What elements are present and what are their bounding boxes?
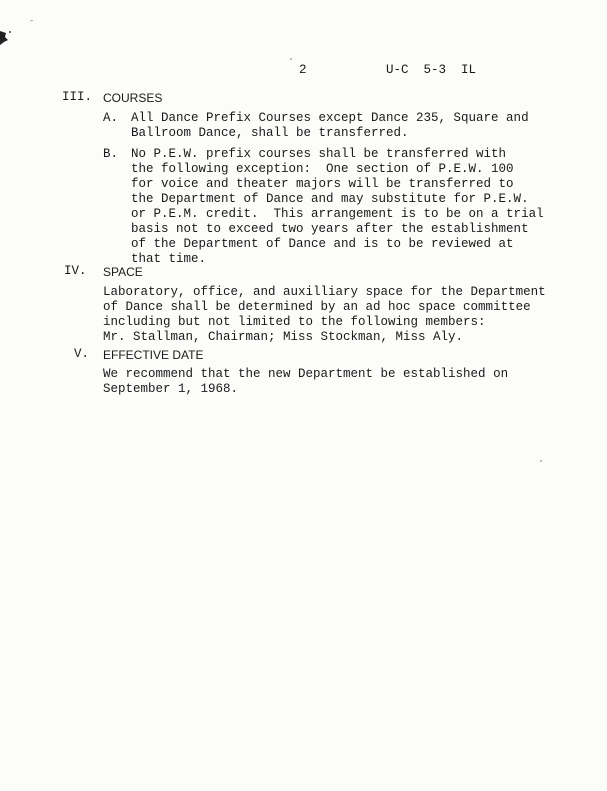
scan-speck <box>30 20 33 21</box>
effective-date-line: We recommend that the new Department be established on <box>103 367 509 381</box>
space-paragraph-line: Laboratory, office, and auxilliary space for the Department <box>103 285 546 299</box>
item-b-line: the following exception: One section of P.E.W. 100 <box>131 162 514 176</box>
section-heading-courses: COURSES <box>103 91 163 105</box>
item-b-line: the Department of Dance and may substitute for P.E.W. <box>131 192 529 206</box>
space-paragraph-line: including but not limited to the following members: <box>103 315 486 329</box>
item-letter-a: A. <box>103 111 119 125</box>
scan-mark-icon <box>0 28 14 48</box>
item-letter-b: B. <box>103 147 119 161</box>
item-b-line: for voice and theater majors will be transferred to <box>131 177 514 191</box>
page-number: 2 <box>299 63 307 77</box>
space-paragraph-line: of Dance shall be determined by an ad hoc space committee <box>103 300 531 314</box>
effective-date-line: September 1, 1968. <box>103 382 239 396</box>
item-a-line: All Dance Prefix Courses except Dance 235, Square and <box>131 111 529 125</box>
section-numeral-effective-date: V. <box>74 347 90 361</box>
item-b-line: of the Department of Dance and is to be reviewed at <box>131 237 514 251</box>
item-b-line: that time. <box>131 252 207 266</box>
section-numeral-space: IV. <box>64 264 87 278</box>
item-b-line: No P.E.W. prefix courses shall be transferred with <box>131 147 507 161</box>
document-code: U-C 5-3 IL <box>386 63 477 77</box>
scan-speck <box>290 58 292 60</box>
item-b-line: or P.E.M. credit. This arrangement is to be on a trial <box>131 207 544 221</box>
section-heading-effective-date: EFFECTIVE DATE <box>103 348 204 362</box>
item-a-line: Ballroom Dance, shall be transferred. <box>131 126 409 140</box>
space-paragraph-line: Mr. Stallman, Chairman; Miss Stockman, Miss Aly. <box>103 330 464 344</box>
section-heading-space: SPACE <box>103 265 143 279</box>
section-numeral-courses: III. <box>62 90 93 104</box>
item-b-line: basis not to exceed two years after the establishment <box>131 222 529 236</box>
scan-speck <box>540 460 542 462</box>
